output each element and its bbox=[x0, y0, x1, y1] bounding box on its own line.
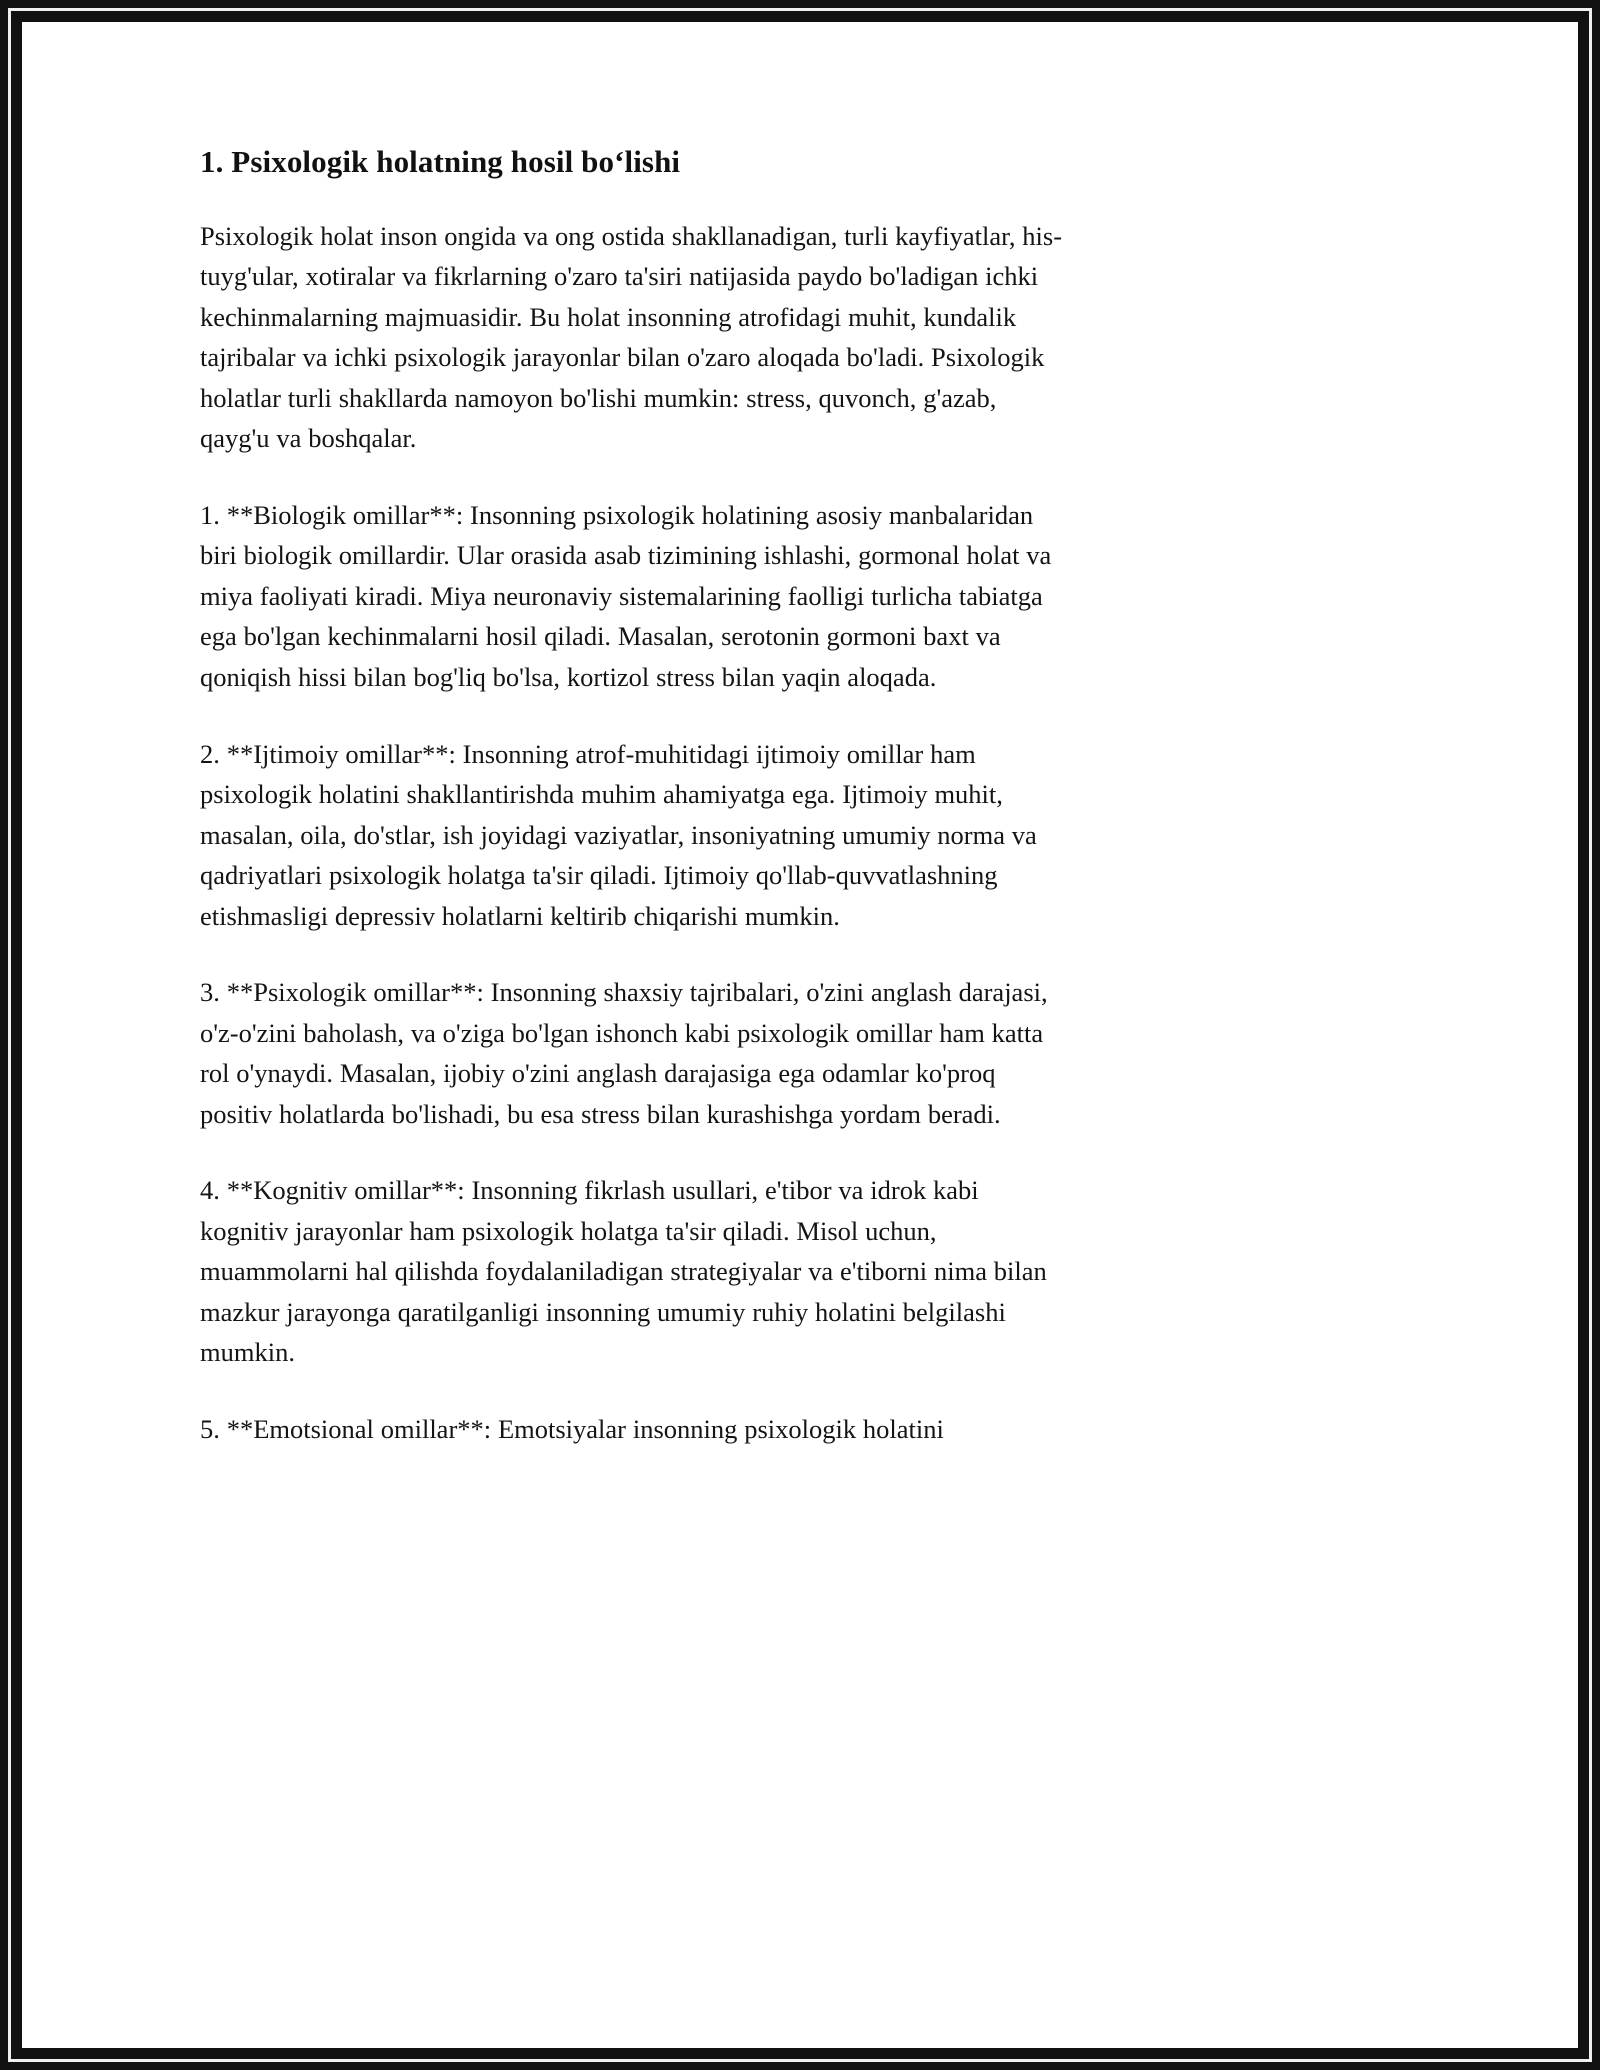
document-text-column bbox=[200, 142, 1072, 1449]
page-title: 1. Psixologik holatning hosil bo‘lishi bbox=[200, 144, 681, 179]
paragraph-biologik-omillar: 1. **Biologik omillar**: Insonning psixologik holatining asosiy manbalaridan biri biologik omillardir. Ular orasida asab tizimining ishlashi, gormonal holat va miya faoliyati kiradi. Miya neuronaviy sistemalarining faolligi turlicha tabiatga ega bo'lgan kechinmalarni hosil qiladi. Masalan, serotonin gormoni baxt va qoniqish hissi bilan bog'liq bo'lsa, kortizol stress bilan yaqin aloqada. bbox=[200, 499, 1052, 692]
paragraph-intro: Psixologik holat inson ongida va ong ostida shakllanadigan, turli kayfiyatlar, his-tuyg'ular, xotiralar va fikrlarning o'zaro ta'siri natijasida paydo bo'ladigan ichki kechinmalarning majmuasidir. Bu holat insonning atrofidagi muhit, kundalik tajribalar va ichki psixologik jarayonlar bilan o'zaro aloqada bo'ladi. Psixologik holatlar turli shakllarda namoyon bo'lishi mumkin: stress, quvonch, g'azab, qayg'u va boshqalar. bbox=[200, 220, 1063, 454]
paragraph-psixologik-omillar: 3. **Psixologik omillar**: Insonning shaxsiy tajribalari, o'zini anglash darajasi, o'z-o'zini baholash, va o'ziga bo'lgan ishonch kabi psixologik omillar ham katta rol o'ynaydi. Masalan, ijobiy o'zini anglash darajasiga ega odamlar ko'proq positiv holatlarda bo'lishadi, bu esa stress bilan kurashishga yordam beradi. bbox=[200, 977, 1048, 1129]
paragraph-ijtimoiy-omillar: 2. **Ijtimoiy omillar**: Insonning atrof-muhitidagi ijtimoiy omillar ham psixologik holatini shakllantirishda muhim ahamiyatga ega. Ijtimoiy muhit, masalan, oila, do'stlar, ish joyidagi vaziyatlar, insoniyatning umumiy norma va qadriyatlari psixologik holatga ta'sir qiladi. Ijtimoiy qo'llab-quvvatlashning etishmasligi depressiv holatlarni keltirib chiqarishi mumkin. bbox=[200, 738, 1037, 931]
document-page bbox=[22, 22, 1578, 2048]
paragraph-kognitiv-omillar: 4. **Kognitiv omillar**: Insonning fikrlash usullari, e'tibor va idrok kabi kognitiv jarayonlar ham psixologik holatga ta'sir qiladi. Misol uchun, muammolarni hal qilishda foydalaniladigan strategiyalar va e'tiborni nima bilan mazkur jarayonga qaratilganligi insonning umumiy ruhiy holatini belgilashi mumkin. bbox=[200, 1175, 1047, 1368]
paragraph-emotsional-omillar: 5. **Emotsional omillar**: Emotsiyalar insonning psixologik holatini bbox=[200, 1413, 944, 1444]
